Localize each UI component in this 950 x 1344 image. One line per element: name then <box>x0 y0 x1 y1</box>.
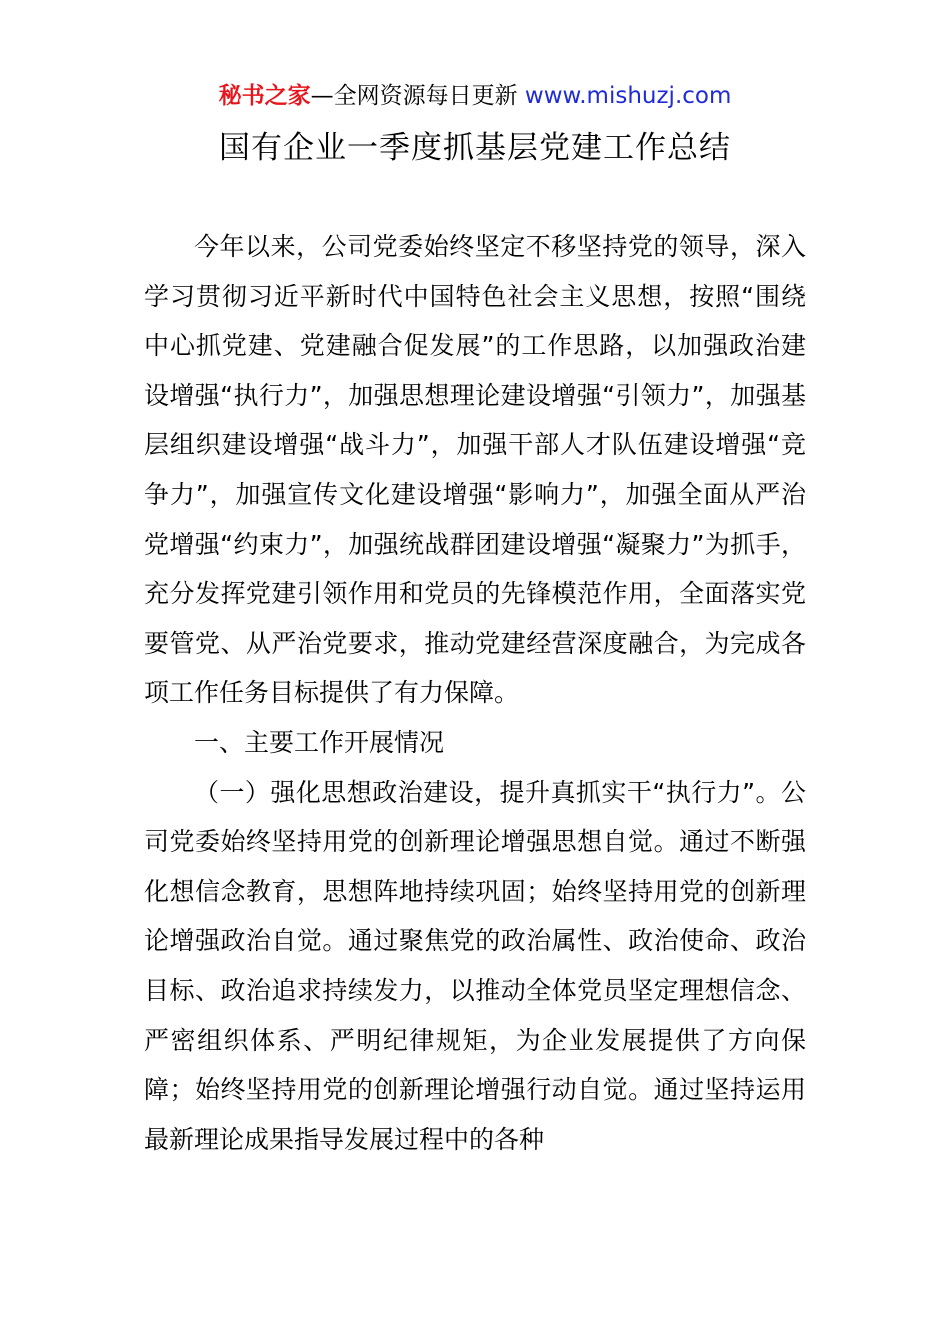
site-slogan: —全网资源每日更新 <box>310 83 518 109</box>
section-heading: 一、主要工作开展情况 <box>194 727 445 757</box>
site-url-link[interactable]: www.mishuzj.com <box>524 83 732 109</box>
intro-paragraph: 今年以来，公司党委始终坚定不移坚持党的领导，深入学习贯彻习近平新时代中国特色社会主义思想，按照“围绕中心抓党建、党建融合促发展”的工作思路，以加强政治建设增强“执行力”，加强思想理论建设增强“引领力”，加强基层组织建设增强“战斗力”，加强干部人才队伍建设增强“竞争力”，加强宣传文化建设增强“影响力”，加强全面从严治党增强“约束力”，加强统战群团建设增强“凝聚力”为抓手，充分发挥党建引领作用和党员的先锋模范作用，全面落实党要管党、从严治党要求，推动党建经营深度融合，为完成各项工作任务目标提供了有力保障。 <box>144 232 806 708</box>
subsection-paragraph: （一）强化思想政治建设，提升真抓实干“执行力”。公司党委始终坚持用党的创新理论增强思想自觉。通过不断强化想信念教育，思想阵地持续巩固；始终坚持用党的创新理论增强政治自觉。通过聚焦党的政治属性、政治使命、政治目标、政治追求持续发力，以推动全体党员坚定理想信念、严密组织体系、严明纪律规矩，为企业发展提供了方向保障；始终坚持用党的创新理论增强行动自觉。通过坚持运用最新理论成果指导发展过程中的各种 <box>144 777 806 1154</box>
site-header <box>0 80 950 112</box>
document-body <box>144 222 806 1164</box>
document-title: 国有企业一季度抓基层党建工作总结 <box>219 130 731 166</box>
site-brand: 秘书之家 <box>218 83 311 109</box>
